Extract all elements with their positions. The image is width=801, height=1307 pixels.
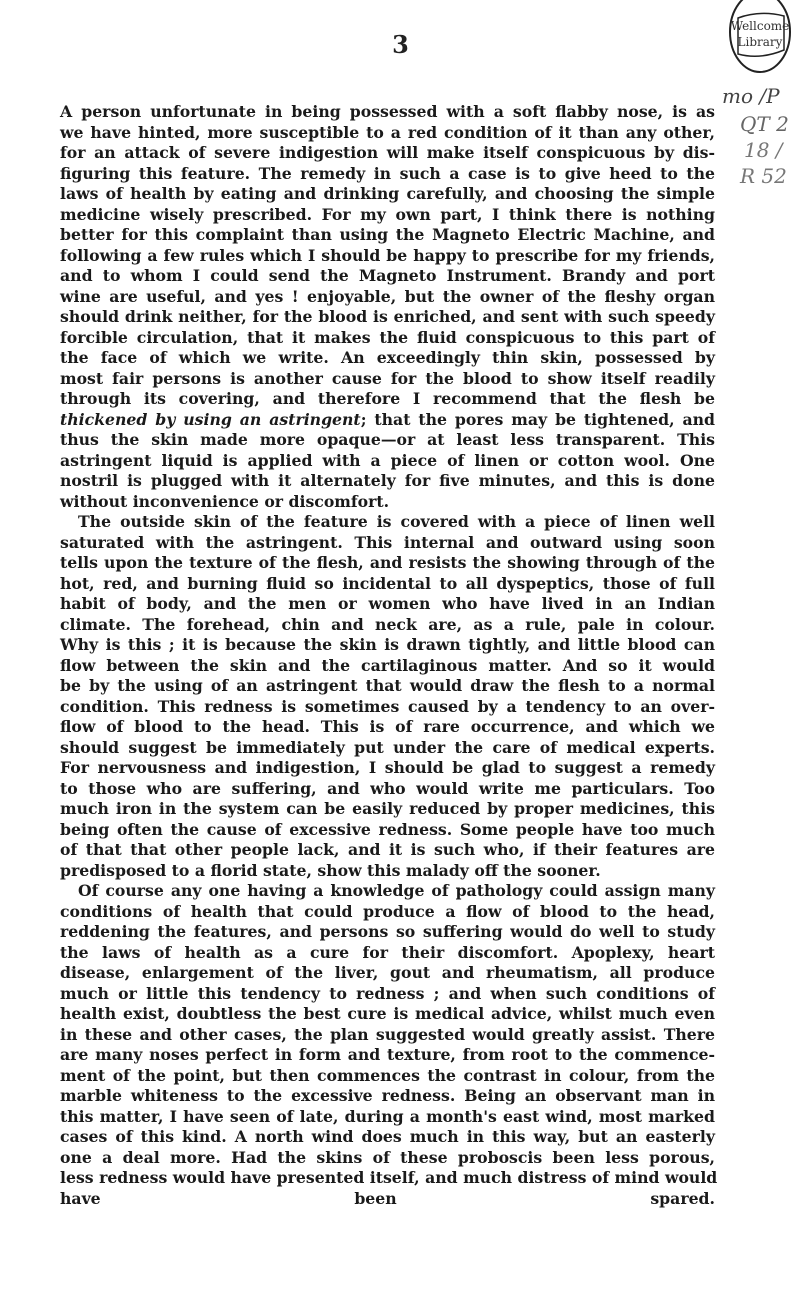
text-line: reddening the features, and persons so suffering would do well to study [60,922,715,941]
text-line: thickened by using an astringent; that the pores may be tightened, and [60,409,715,429]
text-line: be by the using of an astringent that would draw the flesh to a normal [60,676,715,695]
text-line: the laws of health as a cure for their discomfort. Apoplexy, heart [60,942,715,962]
text-line: tells upon the texture of the flesh, and resists the showing through of the [60,553,715,572]
page-number: 3 [392,30,409,59]
margin-annotation-4: R 52 [740,164,787,188]
text-line: ment of the point, but then commences the contrast in colour, from the [60,1065,715,1085]
text-line: For nervousness and indigestion, I should be glad to suggest a remedy [60,758,715,777]
text-line: for an attack of severe indigestion will make itself conspicuous by dis- [60,143,715,162]
text-line: health exist, doubtless the best cure is medical advice, whilst much even [60,1004,715,1023]
text-line: The outside skin of the feature is covered with a piece of linen well [78,512,715,531]
text-line: cases of this kind. A north wind does much in this way, but an easterly [60,1127,715,1146]
text-line: most fair persons is another cause for the blood to show itself readily [60,368,715,388]
text-line: nostril is plugged with it alternately for five minutes, and this is done [60,471,715,490]
library-stamp [718,0,798,84]
text-line: to those who are suffering, and who would write me particulars. Too [60,778,715,798]
text-line: should suggest be immediately put under the care of medical experts. [60,737,715,757]
text-line: laws of health by eating and drinking carefully, and choosing the simple [60,184,715,203]
text-line: saturated with the astringent. This internal and outward using soon [60,532,715,552]
text-line: much iron in the system can be easily reduced by proper medicines, this [60,799,715,818]
text-line: condition. This redness is sometimes caused by a tendency to an over- [60,696,715,716]
text-line: Of course any one having a knowledge of pathology could assign many [78,881,715,900]
text-line: are many noses perfect in form and texture, from root to the commence- [60,1045,715,1064]
text-line: following a few rules which I should be happy to prescribe for my friends, [60,245,715,265]
text-line: have been spared. [60,1188,715,1208]
text-line: habit of body, and the men or women who have lived in an Indian [60,594,715,613]
margin-annotation-1: mo /P [722,84,780,108]
text-line: in these and other cases, the plan suggested would greatly assist. There [60,1024,715,1044]
text-line: flow between the skin and the cartilaginous matter. And so it would [60,655,715,675]
text-line: much or little this tendency to redness ; and when such conditions of [60,983,715,1003]
text-line: hot, red, and burning fluid so incidental to all dyspeptics, those of full [60,573,715,593]
text-line: figuring this feature. The remedy in such a case is to give heed to the [60,163,715,183]
text-line: wine are useful, and yes ! enjoyable, but the owner of the fleshy organ [60,286,715,306]
text-line: this matter, I have seen of late, during a month's east wind, most marked [60,1106,715,1126]
text-line: conditions of health that could produce a flow of blood to the head, [60,901,715,921]
text-line: the face of which we write. An exceedingly thin skin, possessed by [60,348,715,367]
text-line: Why is this ; it is because the skin is drawn tightly, and little blood can [60,635,715,654]
text-line: astringent liquid is applied with a piece of linen or cotton wool. One [60,450,715,470]
text-line: we have hinted, more susceptible to a red condition of it than any other, [60,122,715,142]
text-line: predisposed to a florid state, show this malady off the sooner. [60,860,601,880]
text-line: through its covering, and therefore I recommend that the flesh be [60,389,715,408]
stamp-bottom-text: Library [737,35,783,49]
text-line: medicine wisely prescribed. For my own part, I think there is nothing [60,204,715,224]
margin-annotation-2: QT 2 [740,112,789,136]
margin-annotation-3: 18 / [744,138,783,162]
text-line: A person unfortunate in being possessed with a soft flabby nose, is as [60,102,715,121]
text-line: without inconvenience or discomfort. [60,491,390,511]
text-line: less redness would have presented itself, and much distress of mind would [60,1168,718,1187]
text-line: should drink neither, for the blood is enriched, and sent with such speedy [60,307,715,326]
text-line: one a deal more. Had the skins of these proboscis been less porous, [60,1147,715,1167]
text-line: forcible circulation, that it makes the fluid conspicuous to this part of [60,327,715,347]
stamp-top-text: Wellcome [730,19,790,33]
text-line: and to whom I could send the Magneto Instrument. Brandy and port [60,266,715,285]
text-line: better for this complaint than using the Magneto Electric Machine, and [60,225,715,244]
text-line: marble whiteness to the excessive redness. Being an observant man in [60,1086,715,1105]
text-line: of that that other people lack, and it is such who, if their features are [60,840,715,859]
text-line: disease, enlargement of the liver, gout and rheumatism, all produce [60,963,715,982]
text-line: thus the skin made more opaque—or at least less transparent. This [60,430,715,449]
text-line: climate. The forehead, chin and neck are, as a rule, pale in colour. [60,614,715,634]
body-text [60,102,718,1209]
text-line: flow of blood to the head. This is of rare occurrence, and which we [60,717,715,736]
text-line: being often the cause of excessive redness. Some people have too much [60,819,715,839]
